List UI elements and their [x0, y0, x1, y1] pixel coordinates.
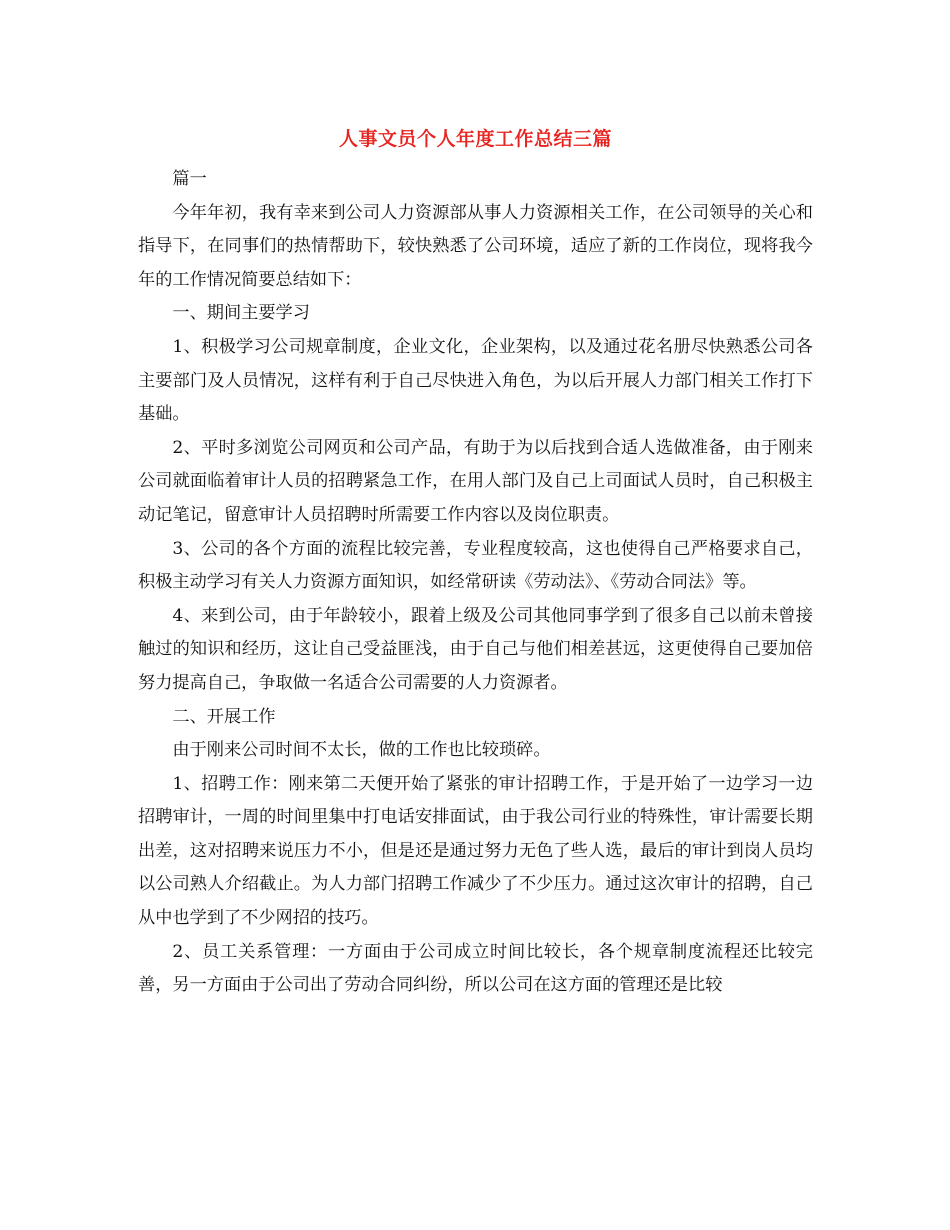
work-intro-paragraph: 由于刚来公司时间不太长，做的工作也比较琐碎。 — [172, 740, 551, 761]
work-item-1: 1、招聘工作：刚来第二天便开始了紧张的审计招聘工作，于是开始了一边学习一边招聘审计，一周的时间里集中打电话安排面试，由于我公司行业的特殊性，审计需要长期出差，这对招聘来说压力不小，但是还是通过努力无色了些人选，最后的审计到岗人员均以公司熟人介绍截止。为人力部门招聘工作减少了不少压力。通过这次审计的招聘，自己从中也学到了不少网招的技巧。 — [138, 773, 813, 929]
section-heading-work: 二、开展工作 — [172, 706, 276, 727]
intro-paragraph: 今年年初，我有幸来到公司人力资源部从事人力资源相关工作，在公司领导的关心和指导下，在同事们的热情帮助下，较快熟悉了公司环境，适应了新的工作岗位，现将我今年的工作情况简要总结如下： — [138, 202, 813, 290]
section-heading-learning: 一、期间主要学习 — [172, 303, 310, 324]
learning-item-3: 3、公司的各个方面的流程比较完善，专业程度较高，这也使得自己严格要求自己，积极主动学习有关人力资源方面知识，如经常研读《劳动法》、《劳动合同法》等。 — [138, 538, 813, 593]
section-heading-part-one: 篇一 — [172, 169, 207, 189]
document-body — [138, 163, 813, 1003]
learning-item-1: 1、积极学习公司规章制度，企业文化，企业架构，以及通过花名册尽快熟悉公司各主要部门及人员情况，这样有利于自己尽快进入角色，为以后开展人力部门相关工作打下基础。 — [138, 336, 813, 425]
document-title: 人事文员个人年度工作总结三篇 — [338, 128, 612, 150]
work-item-2: 2、员工关系管理：一方面由于公司成立时间比较长，各个规章制度流程还比较完善，另一方面由于公司出了劳动合同纠纷，所以公司在这方面的管理还是比较 — [138, 941, 813, 996]
learning-item-2: 2、平时多浏览公司网页和公司产品，有助于为以后找到合适人选做准备，由于刚来公司就面临着审计人员的招聘紧急工作，在用人部门及自己上司面试人员时，自己积极主动记笔记，留意审计人员招聘时所需要工作内容以及岗位职责。 — [138, 437, 813, 525]
learning-item-4: 4、来到公司，由于年龄较小，跟着上级及公司其他同事学到了很多自己以前未曾接触过的知识和经历，这让自己受益匪浅，由于自己与他们相差甚远，这更使得自己要加倍努力提高自己，争取做一名适合公司需要的人力资源者。 — [138, 605, 813, 693]
